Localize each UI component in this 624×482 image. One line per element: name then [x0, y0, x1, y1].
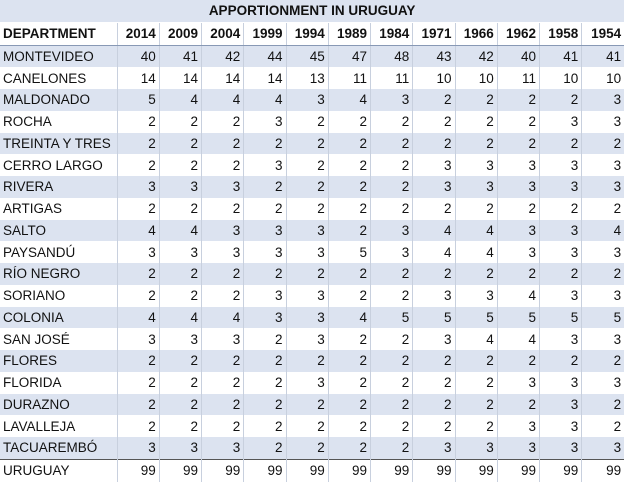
- seat-count-cell: 2: [202, 372, 244, 394]
- seat-count-cell: 3: [286, 328, 328, 350]
- total-cell: 99: [328, 459, 370, 481]
- seat-count-cell: 3: [286, 89, 328, 111]
- seat-count-cell: 2: [328, 263, 370, 285]
- seat-count-cell: 3: [582, 285, 624, 307]
- total-cell: 99: [540, 459, 582, 481]
- seat-count-cell: 3: [202, 220, 244, 242]
- seat-count-cell: 5: [371, 307, 413, 329]
- seat-count-cell: 14: [202, 67, 244, 89]
- seat-count-cell: 2: [371, 415, 413, 437]
- seat-count-cell: 4: [159, 307, 201, 329]
- seat-count-cell: 3: [582, 241, 624, 263]
- seat-count-cell: 11: [371, 67, 413, 89]
- seat-count-cell: 2: [286, 111, 328, 133]
- seat-count-cell: 4: [244, 89, 286, 111]
- seat-count-cell: 2: [497, 111, 539, 133]
- table-row: [0, 67, 624, 89]
- table-row: [0, 285, 624, 307]
- seat-count-cell: 42: [455, 45, 497, 67]
- seat-count-cell: 4: [328, 89, 370, 111]
- seat-count-cell: 3: [582, 372, 624, 394]
- seat-count-cell: 2: [117, 285, 159, 307]
- seat-count-cell: 3: [159, 437, 201, 459]
- seat-count-cell: 44: [244, 45, 286, 67]
- department-name: PAYSANDÚ: [0, 241, 117, 263]
- seat-count-cell: 2: [159, 415, 201, 437]
- seat-count-cell: 2: [328, 176, 370, 198]
- year-header: 1958: [540, 22, 582, 45]
- seat-count-cell: 3: [497, 437, 539, 459]
- seat-count-cell: 2: [413, 198, 455, 220]
- year-header: 1966: [455, 22, 497, 45]
- seat-count-cell: 14: [244, 67, 286, 89]
- seat-count-cell: 4: [117, 220, 159, 242]
- seat-count-cell: 2: [202, 415, 244, 437]
- seat-count-cell: 3: [286, 220, 328, 242]
- seat-count-cell: 2: [328, 328, 370, 350]
- seat-count-cell: 3: [455, 285, 497, 307]
- year-header: 2004: [202, 22, 244, 45]
- seat-count-cell: 2: [286, 437, 328, 459]
- seat-count-cell: 2: [371, 372, 413, 394]
- seat-count-cell: 5: [455, 307, 497, 329]
- seat-count-cell: 2: [371, 154, 413, 176]
- seat-count-cell: 3: [286, 372, 328, 394]
- seat-count-cell: 3: [582, 176, 624, 198]
- table-row: [0, 154, 624, 176]
- seat-count-cell: 4: [159, 220, 201, 242]
- seat-count-cell: 2: [413, 111, 455, 133]
- seat-count-cell: 2: [497, 350, 539, 372]
- year-header: 2014: [117, 22, 159, 45]
- seat-count-cell: 10: [413, 67, 455, 89]
- seat-count-cell: 3: [117, 241, 159, 263]
- seat-count-cell: 13: [286, 67, 328, 89]
- department-name: MALDONADO: [0, 89, 117, 111]
- seat-count-cell: 3: [413, 154, 455, 176]
- seat-count-cell: 2: [371, 328, 413, 350]
- seat-count-cell: 3: [244, 307, 286, 329]
- total-cell: 99: [413, 459, 455, 481]
- seat-count-cell: 2: [497, 89, 539, 111]
- seat-count-cell: 4: [202, 307, 244, 329]
- total-cell: 99: [286, 459, 328, 481]
- seat-count-cell: 2: [455, 111, 497, 133]
- seat-count-cell: 3: [540, 437, 582, 459]
- seat-count-cell: 2: [202, 133, 244, 155]
- seat-count-cell: 4: [117, 307, 159, 329]
- seat-count-cell: 3: [540, 285, 582, 307]
- seat-count-cell: 10: [455, 67, 497, 89]
- seat-count-cell: 3: [540, 394, 582, 416]
- seat-count-cell: 2: [413, 263, 455, 285]
- total-cell: 99: [159, 459, 201, 481]
- department-name: SORIANO: [0, 285, 117, 307]
- seat-count-cell: 3: [497, 154, 539, 176]
- seat-count-cell: 2: [244, 372, 286, 394]
- seat-count-cell: 2: [328, 372, 370, 394]
- table-row: [0, 328, 624, 350]
- seat-count-cell: 2: [371, 111, 413, 133]
- department-name: RIVERA: [0, 176, 117, 198]
- seat-count-cell: 3: [413, 328, 455, 350]
- seat-count-cell: 2: [244, 394, 286, 416]
- seat-count-cell: 2: [117, 198, 159, 220]
- seat-count-cell: 2: [455, 89, 497, 111]
- total-cell: 99: [244, 459, 286, 481]
- seat-count-cell: 47: [328, 45, 370, 67]
- table-row: [0, 89, 624, 111]
- seat-count-cell: 3: [540, 154, 582, 176]
- seat-count-cell: 3: [117, 328, 159, 350]
- seat-count-cell: 2: [286, 394, 328, 416]
- year-header: 1994: [286, 22, 328, 45]
- seat-count-cell: 5: [328, 241, 370, 263]
- seat-count-cell: 3: [455, 176, 497, 198]
- table-row: [0, 437, 624, 459]
- total-cell: 99: [117, 459, 159, 481]
- seat-count-cell: 2: [159, 133, 201, 155]
- seat-count-cell: 11: [328, 67, 370, 89]
- seat-count-cell: 3: [413, 176, 455, 198]
- seat-count-cell: 2: [244, 198, 286, 220]
- year-header: 1962: [497, 22, 539, 45]
- table-row: [0, 45, 624, 67]
- seat-count-cell: 2: [159, 263, 201, 285]
- seat-count-cell: 2: [328, 415, 370, 437]
- seat-count-cell: 3: [159, 241, 201, 263]
- seat-count-cell: 41: [159, 45, 201, 67]
- seat-count-cell: 14: [159, 67, 201, 89]
- seat-count-cell: 2: [328, 111, 370, 133]
- seat-count-cell: 2: [540, 198, 582, 220]
- seat-count-cell: 3: [582, 328, 624, 350]
- total-cell: 99: [582, 459, 624, 481]
- department-name: SAN JOSÉ: [0, 328, 117, 350]
- department-name: TACUAREMBÓ: [0, 437, 117, 459]
- table-row: [0, 111, 624, 133]
- year-header: 1989: [328, 22, 370, 45]
- seat-count-cell: 2: [413, 350, 455, 372]
- department-name: MONTEVIDEO: [0, 45, 117, 67]
- seat-count-cell: 2: [244, 350, 286, 372]
- table-row: [0, 307, 624, 329]
- seat-count-cell: 2: [371, 437, 413, 459]
- department-header: DEPARTMENT: [0, 22, 117, 45]
- seat-count-cell: 2: [159, 394, 201, 416]
- seat-count-cell: 3: [117, 176, 159, 198]
- seat-count-cell: 41: [582, 45, 624, 67]
- seat-count-cell: 2: [371, 176, 413, 198]
- seat-count-cell: 3: [117, 437, 159, 459]
- seat-count-cell: 2: [540, 89, 582, 111]
- seat-count-cell: 4: [413, 241, 455, 263]
- table-row: [0, 415, 624, 437]
- seat-count-cell: 2: [202, 394, 244, 416]
- seat-count-cell: 3: [497, 241, 539, 263]
- seat-count-cell: 4: [455, 241, 497, 263]
- department-name: RÍO NEGRO: [0, 263, 117, 285]
- seat-count-cell: 2: [371, 198, 413, 220]
- seat-count-cell: 2: [286, 133, 328, 155]
- department-name: CERRO LARGO: [0, 154, 117, 176]
- department-name: ROCHA: [0, 111, 117, 133]
- seat-count-cell: 2: [117, 263, 159, 285]
- seat-count-cell: 3: [244, 285, 286, 307]
- seat-count-cell: 2: [328, 198, 370, 220]
- seat-count-cell: 2: [582, 263, 624, 285]
- seat-count-cell: 3: [497, 415, 539, 437]
- total-cell: 99: [371, 459, 413, 481]
- seat-count-cell: 2: [117, 372, 159, 394]
- seat-count-cell: 3: [244, 154, 286, 176]
- seat-count-cell: 2: [540, 133, 582, 155]
- seat-count-cell: 2: [244, 328, 286, 350]
- year-header: 1984: [371, 22, 413, 45]
- seat-count-cell: 3: [371, 220, 413, 242]
- seat-count-cell: 3: [455, 437, 497, 459]
- seat-count-cell: 2: [159, 154, 201, 176]
- seat-count-cell: 2: [455, 263, 497, 285]
- seat-count-cell: 4: [413, 220, 455, 242]
- table-title: APPORTIONMENT IN URUGUAY: [0, 0, 624, 22]
- seat-count-cell: 2: [413, 415, 455, 437]
- seat-count-cell: 2: [202, 154, 244, 176]
- seat-count-cell: 2: [159, 198, 201, 220]
- seat-count-cell: 3: [582, 89, 624, 111]
- seat-count-cell: 3: [582, 154, 624, 176]
- seat-count-cell: 2: [117, 350, 159, 372]
- table-row: [0, 198, 624, 220]
- seat-count-cell: 2: [244, 176, 286, 198]
- department-name: LAVALLEJA: [0, 415, 117, 437]
- seat-count-cell: 3: [540, 328, 582, 350]
- table-body: [0, 45, 624, 482]
- seat-count-cell: 2: [328, 437, 370, 459]
- seat-count-cell: 2: [286, 415, 328, 437]
- year-header: 1954: [582, 22, 624, 45]
- seat-count-cell: 5: [413, 307, 455, 329]
- department-name: DURAZNO: [0, 394, 117, 416]
- seat-count-cell: 2: [455, 133, 497, 155]
- seat-count-cell: 2: [202, 350, 244, 372]
- seat-count-cell: 3: [497, 372, 539, 394]
- department-name: CANELONES: [0, 67, 117, 89]
- seat-count-cell: 4: [497, 328, 539, 350]
- seat-count-cell: 2: [371, 263, 413, 285]
- seat-count-cell: 3: [202, 437, 244, 459]
- department-name: TREINTA Y TRES: [0, 133, 117, 155]
- seat-count-cell: 3: [286, 241, 328, 263]
- seat-count-cell: 2: [286, 154, 328, 176]
- table-row: [0, 133, 624, 155]
- seat-count-cell: 3: [286, 285, 328, 307]
- seat-count-cell: 2: [328, 220, 370, 242]
- seat-count-cell: 2: [455, 394, 497, 416]
- seat-count-cell: 3: [540, 176, 582, 198]
- seat-count-cell: 2: [455, 415, 497, 437]
- seat-count-cell: 2: [582, 133, 624, 155]
- seat-count-cell: 2: [328, 154, 370, 176]
- seat-count-cell: 5: [497, 307, 539, 329]
- seat-count-cell: 3: [497, 176, 539, 198]
- table-row: [0, 176, 624, 198]
- department-name: ARTIGAS: [0, 198, 117, 220]
- seat-count-cell: 41: [540, 45, 582, 67]
- seat-count-cell: 2: [371, 133, 413, 155]
- seat-count-cell: 11: [497, 67, 539, 89]
- seat-count-cell: 3: [413, 437, 455, 459]
- seat-count-cell: 2: [582, 394, 624, 416]
- seat-count-cell: 3: [540, 220, 582, 242]
- header-row: [0, 22, 624, 45]
- seat-count-cell: 5: [117, 89, 159, 111]
- seat-count-cell: 2: [582, 350, 624, 372]
- seat-count-cell: 2: [413, 372, 455, 394]
- department-name: SALTO: [0, 220, 117, 242]
- year-header: 1999: [244, 22, 286, 45]
- table-row: [0, 350, 624, 372]
- seat-count-cell: 2: [117, 394, 159, 416]
- seat-count-cell: 2: [413, 89, 455, 111]
- seat-count-cell: 3: [244, 241, 286, 263]
- seat-count-cell: 2: [371, 350, 413, 372]
- seat-count-cell: 4: [582, 220, 624, 242]
- seat-count-cell: 2: [202, 263, 244, 285]
- seat-count-cell: 3: [582, 437, 624, 459]
- seat-count-cell: 5: [540, 307, 582, 329]
- seat-count-cell: 2: [328, 133, 370, 155]
- seat-count-cell: 2: [286, 350, 328, 372]
- seat-count-cell: 2: [497, 394, 539, 416]
- seat-count-cell: 2: [413, 133, 455, 155]
- seat-count-cell: 2: [159, 111, 201, 133]
- total-label: URUGUAY: [0, 459, 117, 481]
- seat-count-cell: 3: [244, 220, 286, 242]
- seat-count-cell: 2: [117, 133, 159, 155]
- seat-count-cell: 4: [202, 89, 244, 111]
- seat-count-cell: 3: [159, 328, 201, 350]
- seat-count-cell: 2: [582, 198, 624, 220]
- seat-count-cell: 2: [159, 372, 201, 394]
- seat-count-cell: 2: [540, 350, 582, 372]
- seat-count-cell: 3: [455, 154, 497, 176]
- seat-count-cell: 48: [371, 45, 413, 67]
- seat-count-cell: 45: [286, 45, 328, 67]
- seat-count-cell: 2: [582, 415, 624, 437]
- seat-count-cell: 3: [159, 176, 201, 198]
- table-row: [0, 220, 624, 242]
- seat-count-cell: 2: [413, 394, 455, 416]
- seat-count-cell: 2: [117, 154, 159, 176]
- table-row: [0, 263, 624, 285]
- title-row: [0, 0, 624, 22]
- seat-count-cell: 42: [202, 45, 244, 67]
- seat-count-cell: 2: [497, 198, 539, 220]
- seat-count-cell: 2: [455, 350, 497, 372]
- seat-count-cell: 4: [497, 285, 539, 307]
- department-name: FLORES: [0, 350, 117, 372]
- seat-count-cell: 2: [117, 111, 159, 133]
- seat-count-cell: 2: [497, 263, 539, 285]
- seat-count-cell: 40: [117, 45, 159, 67]
- seat-count-cell: 2: [497, 133, 539, 155]
- seat-count-cell: 43: [413, 45, 455, 67]
- seat-count-cell: 3: [540, 241, 582, 263]
- seat-count-cell: 40: [497, 45, 539, 67]
- seat-count-cell: 2: [328, 394, 370, 416]
- seat-count-cell: 4: [455, 328, 497, 350]
- total-cell: 99: [497, 459, 539, 481]
- seat-count-cell: 4: [159, 89, 201, 111]
- table-row: [0, 394, 624, 416]
- seat-count-cell: 2: [286, 198, 328, 220]
- seat-count-cell: 5: [582, 307, 624, 329]
- seat-count-cell: 2: [159, 285, 201, 307]
- seat-count-cell: 3: [540, 111, 582, 133]
- seat-count-cell: 2: [244, 263, 286, 285]
- seat-count-cell: 3: [371, 241, 413, 263]
- seat-count-cell: 2: [117, 415, 159, 437]
- total-cell: 99: [202, 459, 244, 481]
- table-row: [0, 241, 624, 263]
- total-cell: 99: [455, 459, 497, 481]
- seat-count-cell: 2: [540, 263, 582, 285]
- seat-count-cell: 3: [540, 372, 582, 394]
- seat-count-cell: 2: [244, 437, 286, 459]
- seat-count-cell: 2: [455, 198, 497, 220]
- year-header: 1971: [413, 22, 455, 45]
- seat-count-cell: 14: [117, 67, 159, 89]
- seat-count-cell: 2: [371, 285, 413, 307]
- total-row: [0, 459, 624, 481]
- seat-count-cell: 2: [202, 111, 244, 133]
- seat-count-cell: 2: [202, 198, 244, 220]
- seat-count-cell: 2: [286, 263, 328, 285]
- seat-count-cell: 2: [244, 133, 286, 155]
- seat-count-cell: 2: [286, 176, 328, 198]
- table-row: [0, 372, 624, 394]
- seat-count-cell: 3: [582, 111, 624, 133]
- seat-count-cell: 3: [497, 220, 539, 242]
- year-header: 2009: [159, 22, 201, 45]
- seat-count-cell: 2: [455, 372, 497, 394]
- seat-count-cell: 10: [582, 67, 624, 89]
- seat-count-cell: 2: [328, 285, 370, 307]
- seat-count-cell: 3: [202, 328, 244, 350]
- seat-count-cell: 3: [413, 285, 455, 307]
- department-name: FLORIDA: [0, 372, 117, 394]
- seat-count-cell: 2: [159, 350, 201, 372]
- seat-count-cell: 3: [202, 176, 244, 198]
- seat-count-cell: 3: [202, 241, 244, 263]
- seat-count-cell: 2: [244, 415, 286, 437]
- seat-count-cell: 3: [540, 415, 582, 437]
- seat-count-cell: 10: [540, 67, 582, 89]
- seat-count-cell: 2: [371, 394, 413, 416]
- seat-count-cell: 2: [328, 350, 370, 372]
- seat-count-cell: 3: [244, 111, 286, 133]
- seat-count-cell: 4: [328, 307, 370, 329]
- seat-count-cell: 2: [202, 285, 244, 307]
- seat-count-cell: 3: [286, 307, 328, 329]
- department-name: COLONIA: [0, 307, 117, 329]
- seat-count-cell: 4: [455, 220, 497, 242]
- seat-count-cell: 3: [371, 89, 413, 111]
